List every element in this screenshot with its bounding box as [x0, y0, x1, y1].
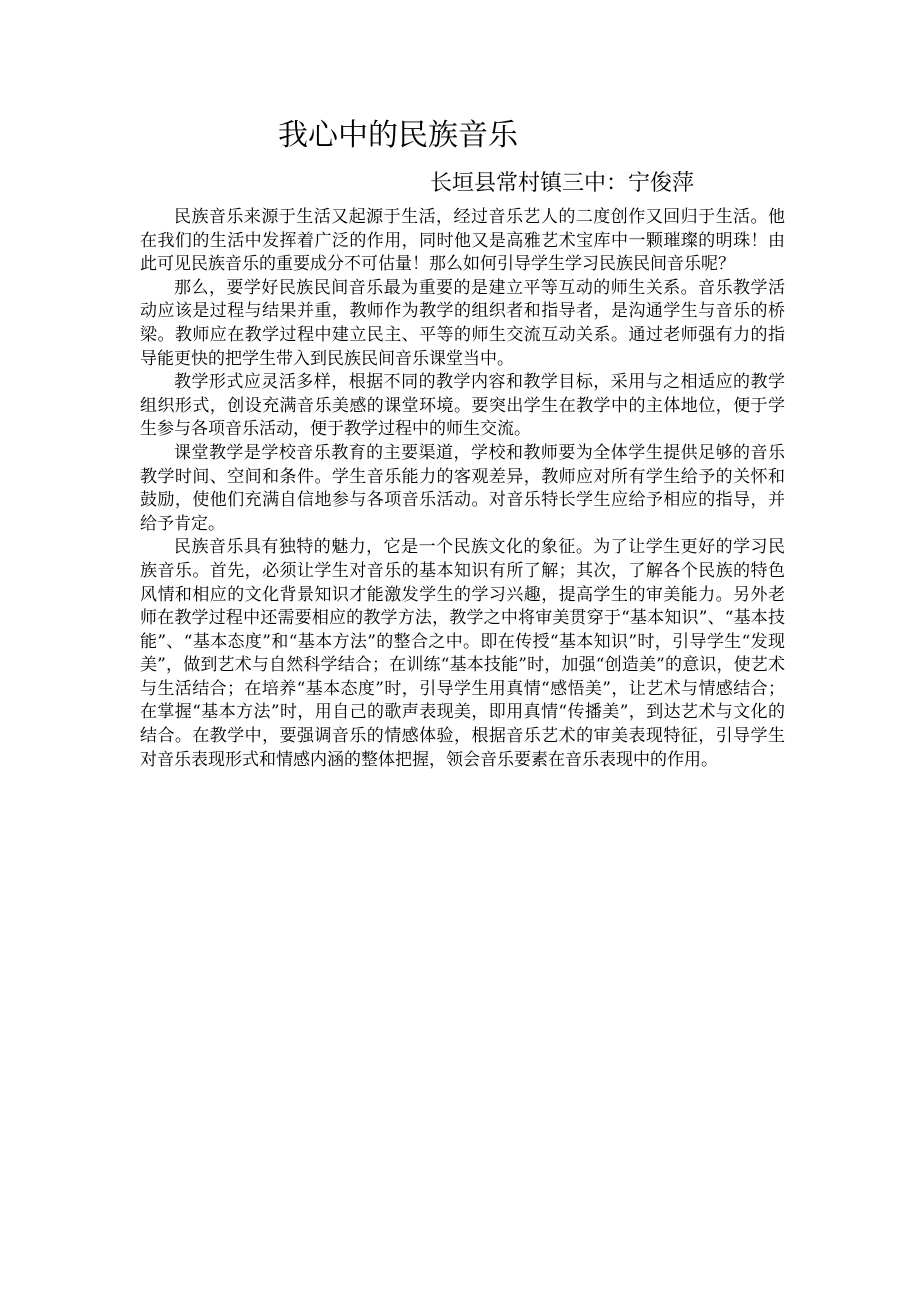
document-body [140, 206, 785, 772]
paragraph: 民族音乐具有独特的魅力，它是一个民族文化的象征。为了让学生更好的学习民族音乐。首先，必须让学生对音乐的基本知识有所了解；其次，了解各个民族的特色风情和相应的文化背景知识才能激发学生的学习兴趣，提高学生的审美能力。另外老师在教学过程中还需要相应的教学方法，教学之中将审美贯穿于“基本知识”、“基本技能”、“基本态度”和“基本方法”的整合之中。即在传授“基本知识”时，引导学生“发现美”，做到艺术与自然科学结合；在训练“基本技能”时，加强“创造美”的意识，使艺术与生活结合；在培养“基本态度”时，引导学生用真情“感悟美”，让艺术与情感结合；在掌握“基本方法”时，用自己的歌声表现美，即用真情“传播美”，到达艺术与文化的结合。在教学中，要强调音乐的情感体验，根据音乐艺术的审美表现特征，引导学生对音乐表现形式和情感内涵的整体把握，领会音乐要素在音乐表现中的作用。 [140, 537, 785, 770]
document-title: 我心中的民族音乐 [278, 118, 518, 153]
paragraph: 教学形式应灵活多样，根据不同的教学内容和教学目标，采用与之相适应的教学组织形式，创设充满音乐美感的课堂环境。要突出学生在教学中的主体地位，便于学生参与各项音乐活动，便于教学过程中的师生交流。 [140, 372, 785, 440]
document-author: 长垣县常村镇三中：宁俊萍 [430, 171, 695, 196]
paragraph: 课堂教学是学校音乐教育的主要渠道，学校和教师要为全体学生提供足够的音乐教学时间、空间和条件。学生音乐能力的客观差异，教师应对所有学生给予的关怀和鼓励，使他们充满自信地参与各项音乐活动。对音乐特长学生应给予相应的指导，并给予肯定。 [140, 442, 785, 534]
paragraph: 那么，要学好民族民间音乐最为重要的是建立平等互动的师生关系。音乐教学活动应该是过程与结果并重，教师作为教学的组织者和指导者，是沟通学生与音乐的桥梁。教师应在教学过程中建立民主、平等的师生交流互动关系。通过老师强有力的指导能更快的把学生带入到民族民间音乐课堂当中。 [140, 277, 785, 369]
paragraph: 民族音乐来源于生活又起源于生活，经过音乐艺人的二度创作又回归于生活。他在我们的生活中发挥着广泛的作用，同时他又是高雅艺术宝库中一颗璀璨的明珠！由此可见民族音乐的重要成分不可估量！那么如何引导学生学习民族民间音乐呢？ [140, 207, 785, 275]
